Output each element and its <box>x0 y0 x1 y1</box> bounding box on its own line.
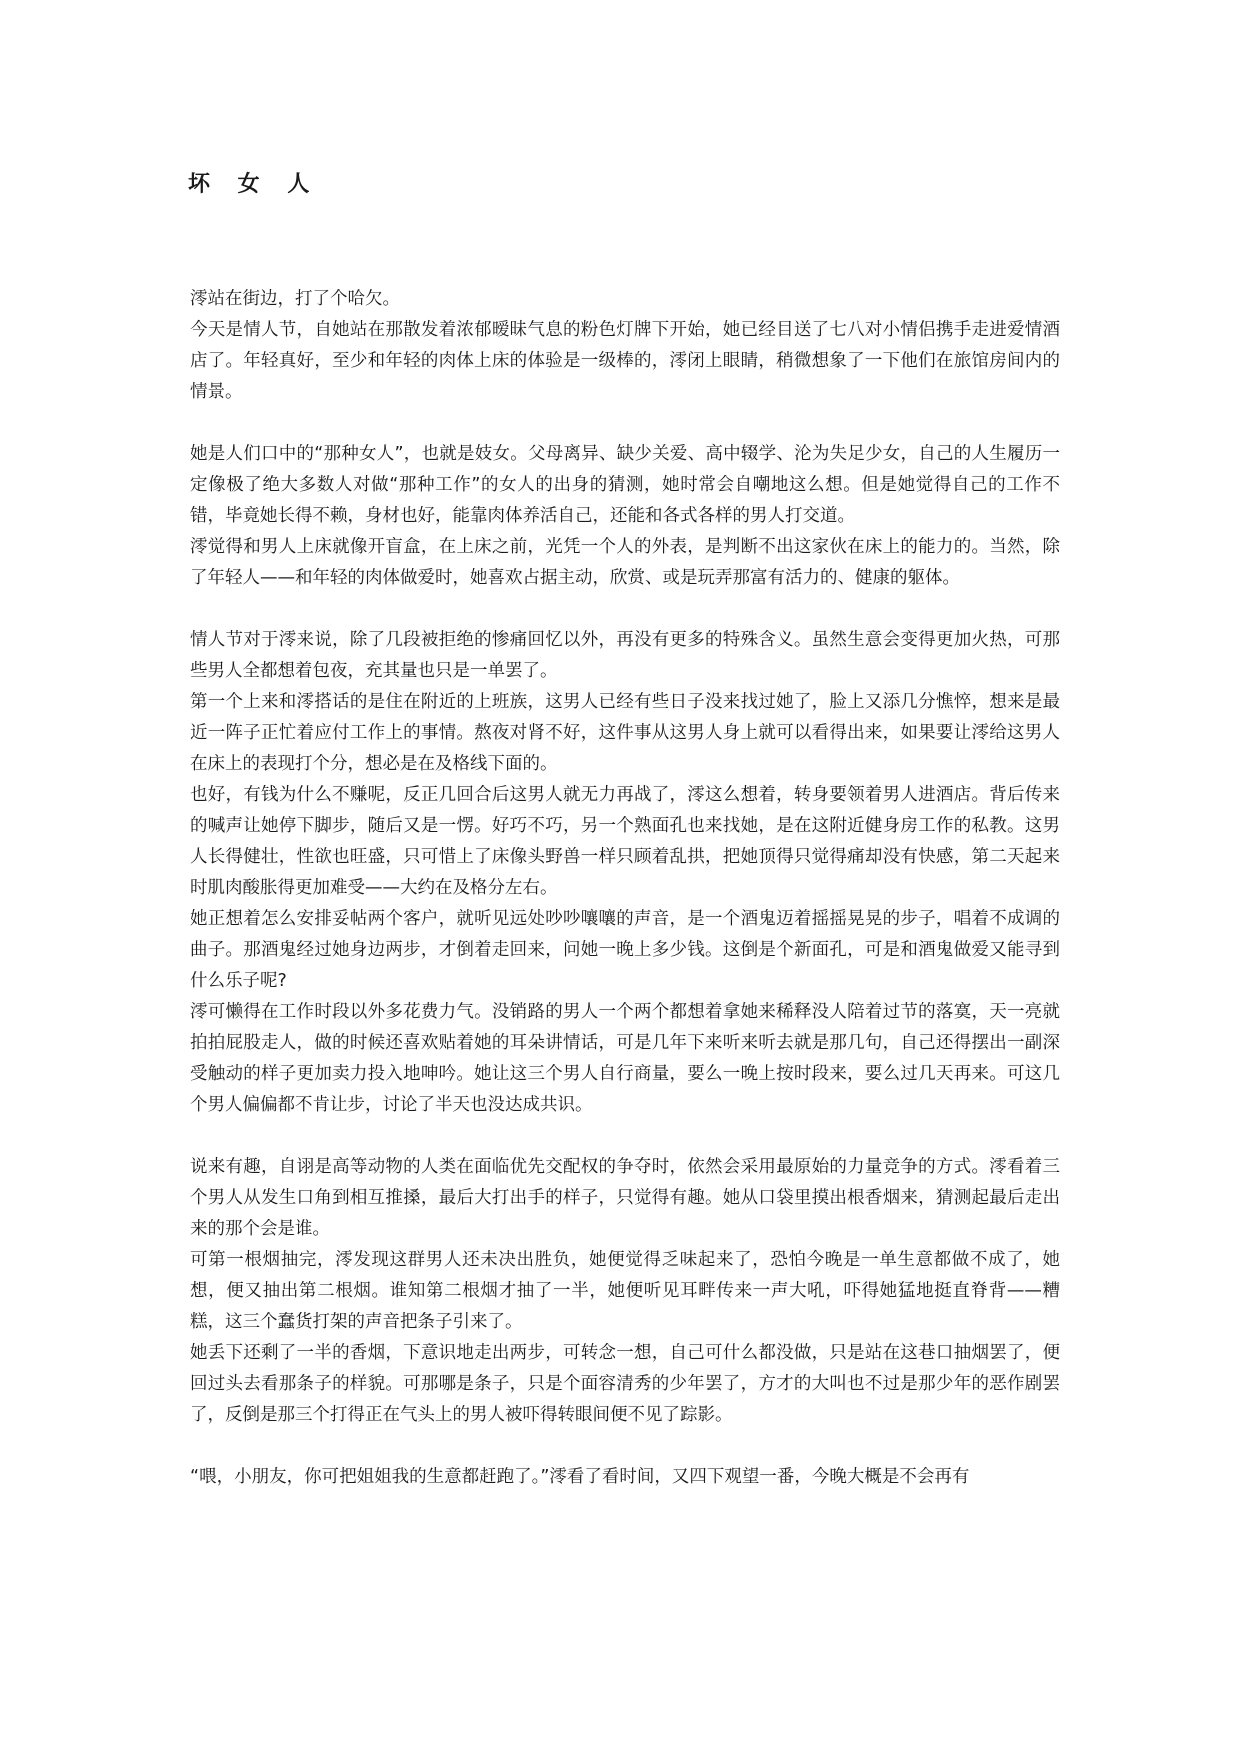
paragraph: 她丢下还剩了一半的香烟，下意识地走出两步，可转念一想，自己可什么都没做，只是站在这巷口抽烟罢了，便回过头去看那条子的样貌。可那哪是条子，只是个面容清秀的少年罢了，方才的大叫也不过是那少年的恶作剧罢了，反倒是那三个打得正在气头上的男人被吓得转眼间便不见了踪影。 <box>190 1343 1060 1425</box>
paragraph: “喂，小朋友，你可把姐姐我的生意都赶跑了。”澪看了看时间，又四下观望一番，今晚大概是不会再有 <box>190 1467 970 1487</box>
paragraph: 也好，有钱为什么不赚呢，反正几回合后这男人就无力再战了，澪这么想着，转身要领着男人进酒店。背后传来的喊声让她停下脚步，随后又是一愣。好巧不巧，另一个熟面孔也来找她，是在这附近健身房工作的私教。这男人长得健壮，性欲也旺盛，只可惜上了床像头野兽一样只顾着乱拱，把她顶得只觉得痛却没有快感，第二天起来时肌肉酸胀得更加难受——大约在及格分左右。 <box>190 785 1060 898</box>
paragraph: 今天是情人节，自她站在那散发着浓郁暧昧气息的粉色灯牌下开始，她已经目送了七八对小情侣携手走进爱情酒店了。年轻真好，至少和年轻的肉体上床的体验是一级棒的，澪闭上眼睛，稍微想象了一下他们在旅馆房间内的情景。 <box>190 320 1060 402</box>
paragraph: 澪觉得和男人上床就像开盲盒，在上床之前，光凭一个人的外表，是判断不出这家伙在床上的能力的。当然，除了年轻人——和年轻的肉体做爱时，她喜欢占据主动，欣赏、或是玩弄那富有活力的、健康的躯体。 <box>190 537 1060 588</box>
paragraph: 澪站在街边，打了个哈欠。 <box>190 289 400 309</box>
paragraph: 澪可懒得在工作时段以外多花费力气。没销路的男人一个两个都想着拿她来稀释没人陪着过节的落寞，天一亮就拍拍屁股走人，做的时候还喜欢贴着她的耳朵讲情话，可是几年下来听来听去就是那几句，自己还得摆出一副深受触动的样子更加卖力投入地呻吟。她让这三个男人自行商量，要么一晚上按时段来，要么过几天再来。可这几个男人偏偏都不肯让步，讨论了半天也没达成共识。 <box>190 1002 1060 1115</box>
document-body <box>190 284 1060 1493</box>
paragraph: 她是人们口中的“那种女人”，也就是妓女。父母离异、缺少关爱、高中辍学、沦为失足少女，自己的人生履历一定像极了绝大多数人对做“那种工作”的女人的出身的猜测，她时常会自嘲地这么想。但是她觉得自己的工作不错，毕竟她长得不赖，身材也好，能靠肉体养活自己，还能和各式各样的男人打交道。 <box>190 444 1060 526</box>
paragraph: 说来有趣，自诩是高等动物的人类在面临优先交配权的争夺时，依然会采用最原始的力量竞争的方式。澪看着三个男人从发生口角到相互推搡，最后大打出手的样子，只觉得有趣。她从口袋里摸出根香烟来，猜测起最后走出来的那个会是谁。 <box>190 1157 1060 1239</box>
paragraph: 可第一根烟抽完，澪发现这群男人还未决出胜负，她便觉得乏味起来了，恐怕今晚是一单生意都做不成了，她想，便又抽出第二根烟。谁知第二根烟才抽了一半，她便听见耳畔传来一声大吼，吓得她猛地挺直脊背——糟糕，这三个蠢货打架的声音把条子引来了。 <box>190 1250 1060 1332</box>
paragraph: 第一个上来和澪搭话的是住在附近的上班族，这男人已经有些日子没来找过她了，脸上又添几分憔悴，想来是最近一阵子正忙着应付工作上的事情。熬夜对肾不好，这件事从这男人身上就可以看得出来，如果要让澪给这男人在床上的表现打个分，想必是在及格线下面的。 <box>190 692 1060 774</box>
document-title: 坏 女 人 <box>188 172 320 197</box>
paragraph: 她正想着怎么安排妥帖两个客户，就听见远处吵吵嚷嚷的声音，是一个酒鬼迈着摇摇晃晃的步子，唱着不成调的曲子。那酒鬼经过她身边两步，才倒着走回来，问她一晚上多少钱。这倒是个新面孔，可是和酒鬼做爱又能寻到什么乐子呢? <box>190 909 1060 991</box>
paragraph: 情人节对于澪来说，除了几段被拒绝的惨痛回忆以外，再没有更多的特殊含义。虽然生意会变得更加火热，可那些男人全都想着包夜，充其量也只是一单罢了。 <box>190 630 1060 681</box>
